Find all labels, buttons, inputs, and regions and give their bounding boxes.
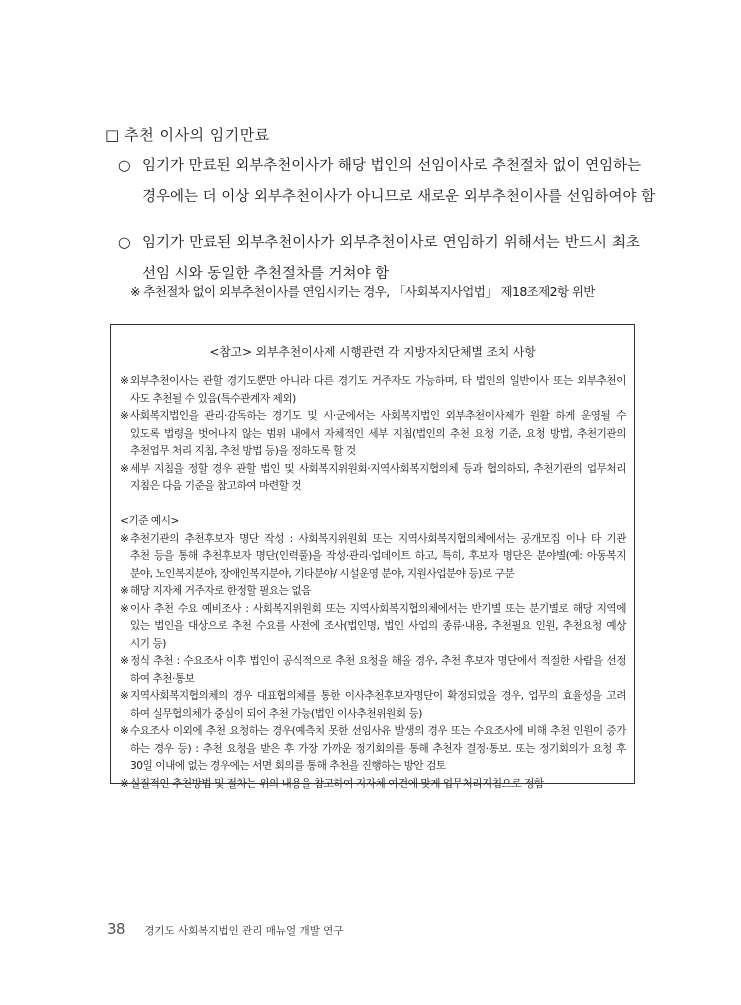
reference-mark-icon: ※ — [120, 602, 129, 615]
criteria-items — [120, 531, 626, 794]
note-item — [120, 776, 626, 794]
section-title: 추천 이사의 임기만료 — [124, 126, 270, 144]
reference-mark-icon: ※ — [120, 462, 129, 475]
section-heading — [105, 124, 270, 145]
note-line: 하여 실무협의체가 중심이 되어 추천 가능(법인 이사추천위원회 등) — [130, 707, 422, 720]
reference-box — [110, 324, 635, 790]
paragraph-2-text-1: 임기가 만료된 외부추천이사가 외부추천이사로 연임하기 위해서는 반드시 최초 — [142, 235, 640, 251]
criteria-label: <기준 예시> — [120, 515, 179, 527]
reference-mark-icon: ※ — [120, 375, 129, 387]
publication-title: 경기도 사회복지법인 관리 매뉴얼 개발 연구 — [144, 925, 344, 937]
note-line: 분야, 노인복지분야, 장애인복지분야, 기타분야/ 시설운영 분야, 지원사업분야 등)로 구분 — [130, 567, 515, 580]
note-item — [120, 373, 626, 408]
page-number: 38 — [107, 920, 126, 938]
paragraph-2-line-1 — [118, 228, 640, 259]
paragraph-1-line-1 — [118, 151, 640, 182]
paragraph-1-text-1: 임기가 만료된 외부추천이사가 해당 법인의 선임이사로 추천절차 없이 연임하는 — [142, 158, 642, 174]
note-item — [120, 461, 626, 496]
reference-mark-icon: ※ — [120, 725, 129, 737]
note-item — [120, 531, 626, 584]
note-line: 지역사회복지협의체의 경우 대표협의체를 통한 이사추천후보자명단이 확정되었을 경우, 업무의 효율성을 고려 — [130, 690, 626, 702]
note-line: 하는 경우 등) : 추천 요청을 받은 후 가장 가까운 정기회의를 통해 추천자 결정·통보. 또는 정기회의가 요청 후 — [130, 742, 626, 755]
circle-bullet-icon: ○ — [118, 235, 131, 251]
note-item — [120, 653, 626, 688]
note-line: 지침은 다음 기준을 참고하여 마련할 것 — [130, 480, 302, 492]
reference-body — [120, 373, 626, 793]
reference-mark-icon: ※ — [120, 532, 129, 545]
note-item — [120, 601, 626, 654]
spacer — [120, 496, 626, 514]
note-line: 시기 등) — [130, 637, 166, 650]
reference-mark-icon: ※ — [120, 410, 129, 422]
reference-mark-icon: ※ — [120, 777, 129, 790]
note-line: 해당 지자체 거주자로 한정할 필요는 없음 — [130, 585, 311, 597]
reference-mark-icon: ※ — [120, 690, 129, 702]
note-line: 있도록 법령을 벗어나지 않는 범위 내에서 자체적인 세부 지침(법인의 추천 요청 기준, 요청 방법, 추천기관의 — [130, 427, 626, 440]
paragraph-1-line-2: 경우에는 더 이상 외부추천이사가 아니므로 새로운 외부추천이사를 선임하여야 함 — [142, 189, 656, 205]
paragraph-2-line-2: 선임 시와 동일한 추천절차를 거쳐야 함 — [142, 266, 390, 282]
reference-mark-icon: ※ — [120, 585, 129, 597]
reference-mark-icon: ※ — [120, 655, 129, 667]
note-item — [120, 583, 626, 601]
note-line: 있는 법인을 대상으로 추천 수요를 사전에 조사(법인명, 법인 사업의 종류·내용, 추천필요 인원, 추천요청 예상 — [130, 620, 626, 632]
reference-items — [120, 373, 626, 496]
note-line: 수요조사 이외에 추천 요청하는 경우(예측치 못한 선임사유 발생의 경우 또는 수요조사에 비해 추천 인원이 증가 — [130, 725, 626, 737]
note-line: 추천 등을 통해 추천후보자 명단(인력풀)을 작성·관리·업데이트 하고, 특히, 후보자 명단은 분야별(예: 아동복지 — [130, 550, 626, 562]
note-line: 추천기관의 추천후보자 명단 작성 : 사회복지위원회 또는 지역사회복지협의체에서는 공개모집 이나 타 기관 — [130, 532, 626, 545]
note-line: 정식 추천 : 수요조사 이후 법인이 공식적으로 추천 요청을 해올 경우, 추천 후보자 명단에서 적절한 사람을 선정 — [130, 655, 626, 667]
note-line: 외부추천이사는 관할 경기도뿐만 아니라 다른 경기도 거주자도 가능하며, 타 법인의 일반이사 또는 외부추천이 — [130, 375, 626, 387]
note-line: 하여 추천·통보 — [130, 672, 195, 685]
note-line: 사도 추천될 수 있음(특수관계자 제외) — [130, 392, 296, 405]
square-bullet-icon: □ — [105, 126, 120, 144]
page-footer — [107, 919, 343, 938]
note-line: 사회복지법인을 관리·감독하는 경기도 및 시·군에서는 사회복지법인 외부추천이사제가 원활 하게 운영될 수 — [130, 410, 626, 422]
paragraph-2 — [118, 228, 640, 290]
note-item — [120, 408, 626, 461]
note-line: 추천업무 처리 지침, 추천 방법 등)을 정하도록 할 것 — [130, 445, 356, 457]
note-line: 이사 추천 수요 예비조사 : 사회복지위원회 또는 지역사회복지협의체에서는 반기별 또는 분기별로 해당 지역에 — [130, 602, 626, 615]
note-line: 실질적인 추천방법 및 절차는 위의 내용을 참고하여 지자체 여건에 맞게 업무처리지침으로 정함 — [130, 777, 544, 790]
note-item — [120, 688, 626, 723]
note-line: 세부 지침을 정할 경우 관할 법인 및 사회복지위원회·지역사회복지협의체 등과 협의하되, 추천기관의 업무처리 — [130, 462, 626, 475]
reference-title: <참고> 외부추천이사제 시행관련 각 지방자치단체별 조치 사항 — [209, 345, 536, 359]
circle-bullet-icon: ○ — [118, 158, 131, 174]
note-item — [120, 723, 626, 776]
note-line: 30일 이내에 없는 경우에는 서면 회의를 통해 추천을 진행하는 방안 검토 — [130, 760, 446, 772]
legal-note: ※ 추천절차 없이 외부추천이사를 연임시키는 경우, 「사회복지사업법」 제18조제2항 위반 — [130, 284, 595, 299]
paragraph-1 — [118, 151, 656, 213]
